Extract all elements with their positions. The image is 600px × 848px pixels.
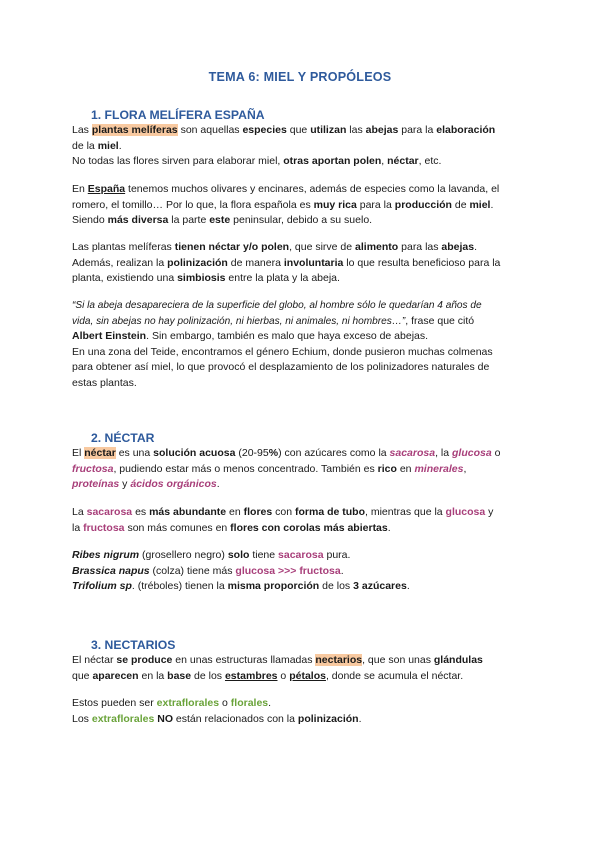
text-run: abejas (365, 124, 399, 136)
text-run: en la (138, 669, 168, 682)
text-run: polinización (297, 712, 359, 725)
text-run: Las (72, 124, 92, 136)
text-run: miel (469, 198, 491, 211)
text-run: . Sin embargo, también es malo que haya exceso de abejas. (146, 330, 429, 342)
text-run: glucosa (445, 506, 486, 518)
paragraph-nectar-definition (72, 446, 534, 493)
text-run: extraflorales (91, 712, 155, 725)
text-run: solo (227, 549, 250, 561)
text-run: % (268, 447, 279, 459)
text-run: polinización (167, 256, 228, 269)
text-run: ácidos orgánicos (130, 478, 217, 490)
text-run: . (340, 564, 344, 577)
text-run: especies (242, 124, 287, 136)
text-run: las (346, 124, 366, 136)
paragraph-species (72, 548, 534, 595)
text-run: fructosa (72, 462, 114, 475)
text-run: la (72, 521, 84, 534)
text-run: , que son unas (362, 654, 434, 666)
text-run: En (72, 183, 88, 195)
text-run: . (tréboles) tienen la (131, 580, 228, 592)
text-run: , pudiendo estar más o menos concentrado. También es (113, 462, 378, 475)
text-run: flores (243, 506, 273, 518)
text-run: solución acuosa (153, 447, 236, 459)
section-heading-nectar: 2. NÉCTAR (91, 431, 155, 445)
text-run: minerales (414, 462, 464, 475)
text-run: Los (72, 712, 92, 725)
paragraph-nectar-polen (72, 240, 534, 287)
text-run: estas plantas. (72, 376, 137, 389)
text-run: utilizan (310, 124, 347, 136)
paragraph-nectarios (72, 653, 534, 684)
text-run: sacarosa (86, 506, 133, 518)
text-run: . (474, 241, 478, 253)
paragraph-sacarosa (72, 505, 534, 536)
text-run: . (268, 697, 272, 709)
text-run: y (119, 478, 131, 490)
page-title: TEMA 6: MIEL Y PROPÓLEOS (208, 70, 392, 84)
text-run: . (118, 139, 122, 152)
text-run: para las (398, 241, 442, 253)
text-run: glucosa (452, 447, 492, 459)
text-run: El néctar (72, 654, 117, 666)
text-run: néctar (84, 447, 116, 459)
text-run: en (396, 462, 415, 475)
text-run: romero, el tomillo… Por lo que, la flora española es (72, 198, 314, 211)
text-run: flores con corolas más abiertas (230, 521, 388, 534)
text-run: , que sirve de (289, 241, 356, 253)
text-run: producción (394, 198, 452, 211)
text-run: sacarosa (278, 549, 324, 561)
text-run: florales (230, 697, 269, 709)
section-heading-flora: 1. FLORA MELÍFERA ESPAÑA (91, 108, 265, 122)
text-run: , (381, 155, 388, 167)
text-run: se produce (116, 654, 173, 666)
text-run: de la (72, 139, 98, 152)
text-run: simbiosis (177, 272, 226, 284)
text-run: para la (356, 198, 395, 211)
text-run: están relacionados con la (172, 712, 298, 725)
text-run: vida, sin abejas no hay polinización, ni hierbas, ni animales, ni hombres…” (72, 315, 406, 327)
text-run: planta, existiendo una (72, 272, 178, 284)
text-run: involuntaria (283, 256, 344, 269)
paragraph-plantas-meliferas (72, 123, 534, 170)
text-run: de los (191, 669, 225, 682)
text-run: la parte (168, 214, 210, 226)
text-run: . (406, 580, 410, 592)
text-run: glucosa >>> fructosa (235, 564, 341, 577)
text-run: , la (435, 447, 453, 459)
text-run: o (277, 669, 290, 682)
text-run: para obtener así miel, lo que provocó el desplazamiento de los polinizadores naturales de (72, 361, 490, 373)
text-run: Siendo (72, 214, 108, 226)
text-run: y (485, 506, 494, 518)
text-run: , mientras que la (365, 506, 446, 518)
text-run: alimento (355, 241, 399, 253)
text-run: aparecen (92, 669, 139, 682)
text-run: pétalos (289, 669, 326, 682)
text-run: (grosellero negro) (139, 549, 228, 561)
text-run: . (490, 198, 494, 211)
text-run: lo que resulta beneficioso para la (343, 256, 501, 269)
text-run: muy rica (313, 198, 357, 211)
text-run: abejas (441, 241, 475, 253)
text-run: es (132, 506, 150, 518)
text-run: plantas melíferas (91, 124, 178, 136)
text-run: con (272, 506, 295, 518)
text-run: Brassica napus (72, 564, 150, 577)
text-run: peninsular, debido a su suelo. (230, 214, 373, 226)
text-run: que (286, 124, 311, 136)
text-run: otras aportan polen (283, 155, 382, 167)
text-run: , donde se acumula el néctar. (325, 669, 464, 682)
text-run: nectarios (315, 654, 363, 666)
text-run: proteínas (72, 478, 120, 490)
text-run: , (463, 462, 467, 475)
text-run: Ribes nigrum (72, 549, 140, 561)
text-run: NO (157, 712, 173, 725)
text-run: “Si la abeja desapareciera de la superficie del globo, al hombre sólo le quedarían 4 años de (72, 300, 482, 311)
text-run: o (491, 447, 501, 459)
text-run: No todas las flores sirven para elaborar miel, (72, 155, 284, 167)
text-run: tiene (249, 549, 279, 561)
text-run: La (72, 506, 87, 518)
text-run: que (72, 669, 93, 682)
text-run: de manera (227, 256, 284, 269)
text-run: pura. (323, 549, 351, 561)
text-run: o (219, 697, 231, 709)
text-run: en unas estructuras llamadas (172, 654, 316, 666)
text-run: de los (319, 580, 354, 592)
text-run: , etc. (418, 155, 442, 167)
text-run: El (72, 447, 85, 459)
text-run: . (216, 478, 220, 490)
text-run: en (226, 506, 244, 518)
section-heading-nectarios: 3. NECTARIOS (91, 638, 176, 652)
text-run: entre la plata y la abeja. (225, 272, 340, 284)
text-run: elaboración (436, 124, 496, 136)
text-run: más diversa (107, 214, 169, 226)
text-run: tienen néctar y/o polen (174, 241, 290, 253)
text-run: fructosa (83, 521, 125, 534)
text-run: estambres (224, 669, 278, 682)
text-run: (20-95 (235, 447, 269, 459)
text-run: Estos pueden ser (72, 697, 157, 709)
text-run: (colza) tiene más (149, 564, 236, 577)
text-run: néctar (387, 155, 419, 167)
text-run: forma de tubo (295, 506, 365, 518)
text-run: misma proporción (227, 580, 320, 592)
text-run: base (167, 669, 192, 682)
text-run: de (451, 198, 470, 211)
text-run: ) con azúcares como la (278, 447, 390, 459)
text-run: Además, realizan la (72, 256, 168, 269)
text-run: Albert Einstein (72, 330, 147, 342)
text-run: Trifolium sp (72, 580, 132, 592)
text-run: . (358, 712, 362, 725)
text-run: Las plantas melíferas (72, 241, 175, 253)
text-run: son más comunes en (124, 521, 231, 534)
text-run: , frase que citó (405, 314, 475, 327)
text-run: extraflorales (156, 697, 220, 709)
text-run: España (87, 183, 126, 195)
text-run: es una (115, 447, 154, 459)
paragraph-espana (72, 182, 534, 229)
paragraph-einstein (72, 298, 534, 391)
text-run: son aquellas (177, 124, 243, 136)
text-run: este (209, 214, 231, 226)
text-run: para la (398, 124, 437, 136)
text-run: glándulas (433, 654, 483, 666)
text-run: En una zona del Teide, encontramos el género Echium, donde pusieron muchas colmenas (72, 345, 493, 358)
text-run: miel (97, 139, 119, 152)
text-run: . (387, 521, 391, 534)
text-run: más abundante (149, 506, 227, 518)
paragraph-extraflorales (72, 696, 534, 727)
text-run: rico (377, 462, 397, 475)
text-run: sacarosa (389, 447, 436, 459)
text-run: tenemos muchos olivares y encinares, además de especies como la lavanda, el (125, 183, 500, 195)
text-run: 3 azúcares (353, 580, 407, 592)
